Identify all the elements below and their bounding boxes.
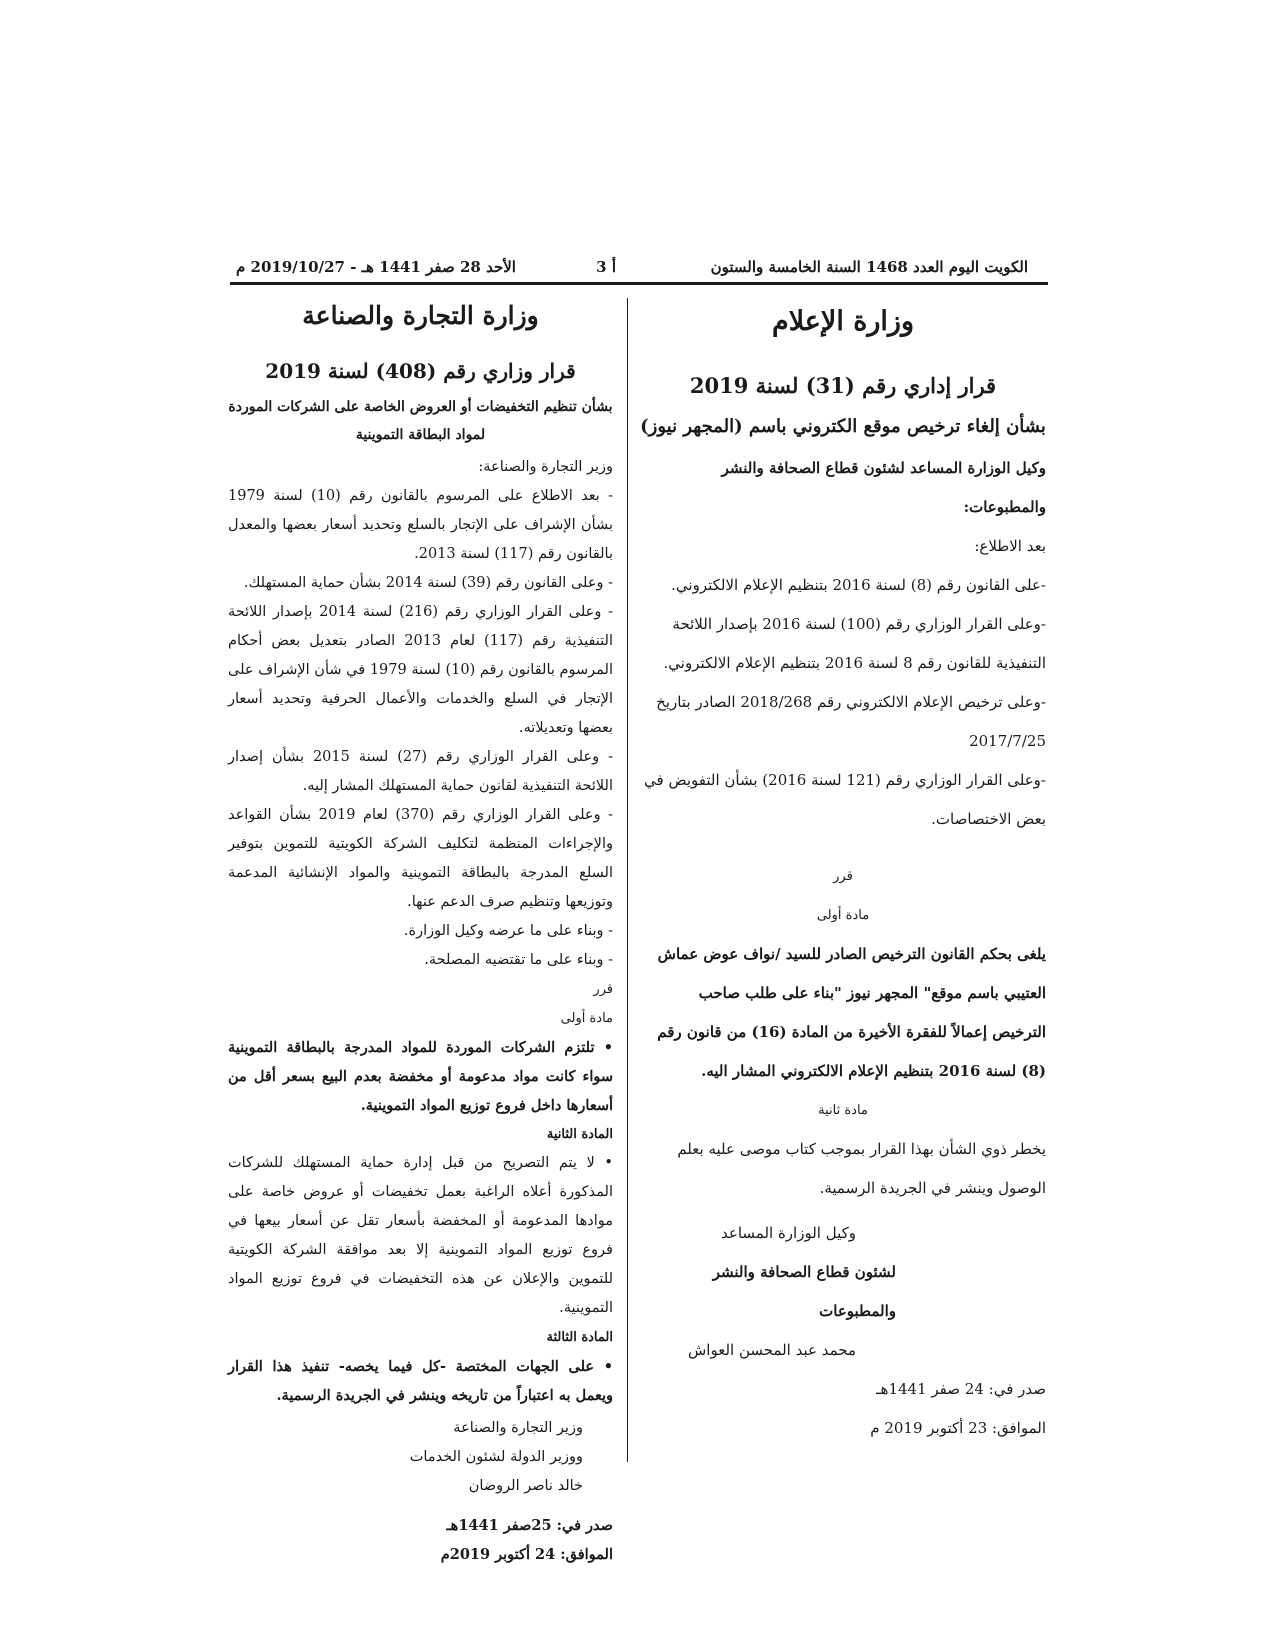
issue-date: الأحد 28 صفر 1441 هـ - 2019/10/27 م — [236, 258, 516, 276]
article-title: المادة الثالثة — [546, 1329, 613, 1345]
preamble-item: -على القانون رقم (8) لسنة 2016 بتنظيم الإعلام الالكتروني. — [671, 576, 1046, 595]
article-title: مادة ثانية — [818, 1103, 868, 1119]
decree-title: قرار إداري رقم (31) لسنة 2019 — [689, 373, 997, 399]
page-number: أ 3 — [596, 258, 616, 276]
corresponding-date: الموافق: 23 أكتوبر 2019 م — [870, 1419, 1046, 1438]
signature-title: وكيل الوزارة المساعد — [721, 1224, 856, 1243]
preamble-item: - وعلى القرار الوزاري رقم (216) لسنة 2014 بإصدار اللائحة التنفيذية رقم (117) لعام 2013 الصادر بتعديل بعض أحكام المرسوم بالقانون رقم (10) لسنة 1979 في شأن الإشراف على الإتجار في السلع والخدمات والأعمال الحرفية وتحديد أسعار بعضها وتعديلاته. — [228, 603, 614, 736]
preamble-item: - وبناء على ما عرضه وكيل الوزارة. — [403, 922, 613, 939]
page-header — [230, 252, 1048, 285]
decree-subject: بشأن إلغاء ترخيص موقع الكتروني باسم (المجهر نيوز) — [640, 416, 1046, 438]
preamble-item: - وعلى القرار الوزاري رقم (27) لسنة 2015 بشأن إصدار اللائحة التنفيذية لقانون حماية المستهلك المشار إليه. — [228, 748, 613, 794]
signature-title-2: ووزير الدولة لشئون الخدمات — [409, 1448, 583, 1465]
signature-name: خالد ناصر الروضان — [468, 1477, 583, 1494]
decree-intro: وكيل الوزارة المساعد لشئون قطاع الصحافة والنشر والمطبوعات: — [721, 459, 1046, 517]
ministry-title: وزارة الإعلام — [771, 306, 914, 337]
preamble-item: - وبناء على ما تقتضيه المصلحة. — [424, 951, 613, 968]
preamble-item: - وعلى القرار الوزاري رقم (370) لعام 2019 بشأن القواعد والإجراءات المنظمة لتكليف الشركة الكويتية للتموين بتوفير السلع المدرجة بالبطاقة التموينية والمواد الإنشائية المدعمة وتوزيعها وتنظيم صرف الدعم عنها. — [228, 806, 613, 910]
decree-body — [228, 453, 613, 1569]
signature-name: محمد عبد المحسن العواش — [687, 1341, 856, 1360]
issued-date: صدر في: 24 صفر 1441هـ — [876, 1380, 1046, 1399]
signature-title: وزير التجارة والصناعة — [453, 1419, 583, 1436]
article-text: • تلتزم الشركات الموردة للمواد المدرجة بالبطاقة التموينية سواء كانت مواد مدعومة أو مخفضة بعدم البيع بسعر أقل من أسعارها داخل فروع توزيع المواد التموينية. — [228, 1038, 613, 1114]
gazette-issue: الكويت اليوم العدد 1468 السنة الخامسة والستون — [710, 258, 1028, 276]
decided-label: قرر — [833, 869, 853, 885]
preamble-item: -وعلى القرار الوزاري رقم (100) لسنة 2016 بإصدار اللائحة التنفيذية للقانون رقم 8 لسنة 2016 بتنظيم الإعلام الالكتروني. — [663, 615, 1046, 673]
preamble-item: - بعد الاطلاع على المرسوم بالقانون رقم (10) لسنة 1979 بشأن الإشراف على الإتجار بالسلع وتحديد أسعار بعضها والمعدل بالقانون رقم (117) لسنة 2013. — [228, 487, 613, 562]
decree-subject: بشأن تنظيم التخفيضات أو العروض الخاصة على الشركات الموردة لمواد البطاقة التموينية — [228, 398, 613, 443]
decided-label: قرر — [593, 981, 613, 997]
information-ministry-column — [640, 300, 1046, 1448]
preamble-item: -وعلى ترخيص الإعلام الالكتروني رقم 2018/268 الصادر بتاريخ 2017/7/25 — [656, 693, 1046, 751]
decree-intro: وزير التجارة والصناعة: — [478, 458, 613, 475]
preamble-item: -وعلى القرار الوزاري رقم (121 لسنة 2016) بشأن التفويض في بعض الاختصاصات. — [644, 771, 1046, 829]
ministry-title: وزارة التجارة والصناعة — [302, 301, 539, 330]
issued-date: صدر في: 25صفر 1441هـ — [446, 1516, 613, 1534]
decree-body — [640, 449, 1046, 1448]
article-title: مادة أولى — [816, 908, 870, 924]
article-text: • لا يتم التصريح من قبل إدارة حماية المستهلك للشركات المذكورة أعلاه الراغبة بعمل تخفيضات أو عروض خاصة على موادها المدعومة أو المخفضة بأسعار تقل عن أسعار بيعها في فروع توزيع المواد التموينية إلا بعد موافقة الشركة الكويتية للتموين والإعلان عن هذه التخفيضات في فروع توزيع المواد التموينية. — [228, 1154, 613, 1316]
after-review: بعد الاطلاع: — [974, 537, 1046, 556]
corresponding-date: الموافق: 24 أكتوبر 2019م — [440, 1545, 613, 1563]
decree-title: قرار وزاري رقم (408) لسنة 2019 — [265, 358, 576, 383]
signature-department: لشئون قطاع الصحافة والنشر والمطبوعات — [712, 1263, 896, 1321]
article-title: مادة أولى — [560, 1010, 613, 1026]
article-text: يلغى بحكم القانون الترخيص الصادر للسيد /نواف عوض عماش العتيبي باسم موقع" المجهر نيوز "بناء على طلب صاحب الترخيص إعمالاً للفقرة الأخيرة من المادة (16) من قانون رقم (8) لسنة 2016 بتنظيم الإعلام الالكتروني المشار اليه. — [657, 945, 1046, 1081]
article-title: المادة الثانية — [546, 1126, 613, 1142]
article-text: يخطر ذوي الشأن بهذا القرار بموجب كتاب موصى عليه بعلم الوصول وينشر في الجريدة الرسمية. — [677, 1140, 1046, 1198]
column-divider — [627, 298, 628, 1462]
commerce-ministry-column — [228, 298, 613, 1569]
preamble-item: - وعلى القانون رقم (39) لسنة 2014 بشأن حماية المستهلك. — [243, 574, 613, 591]
article-text: • على الجهات المختصة -كل فيما يخصه- تنفيذ هذا القرار ويعمل به اعتباراً من تاريخه وينشر في الجريدة الرسمية. — [228, 1357, 613, 1404]
